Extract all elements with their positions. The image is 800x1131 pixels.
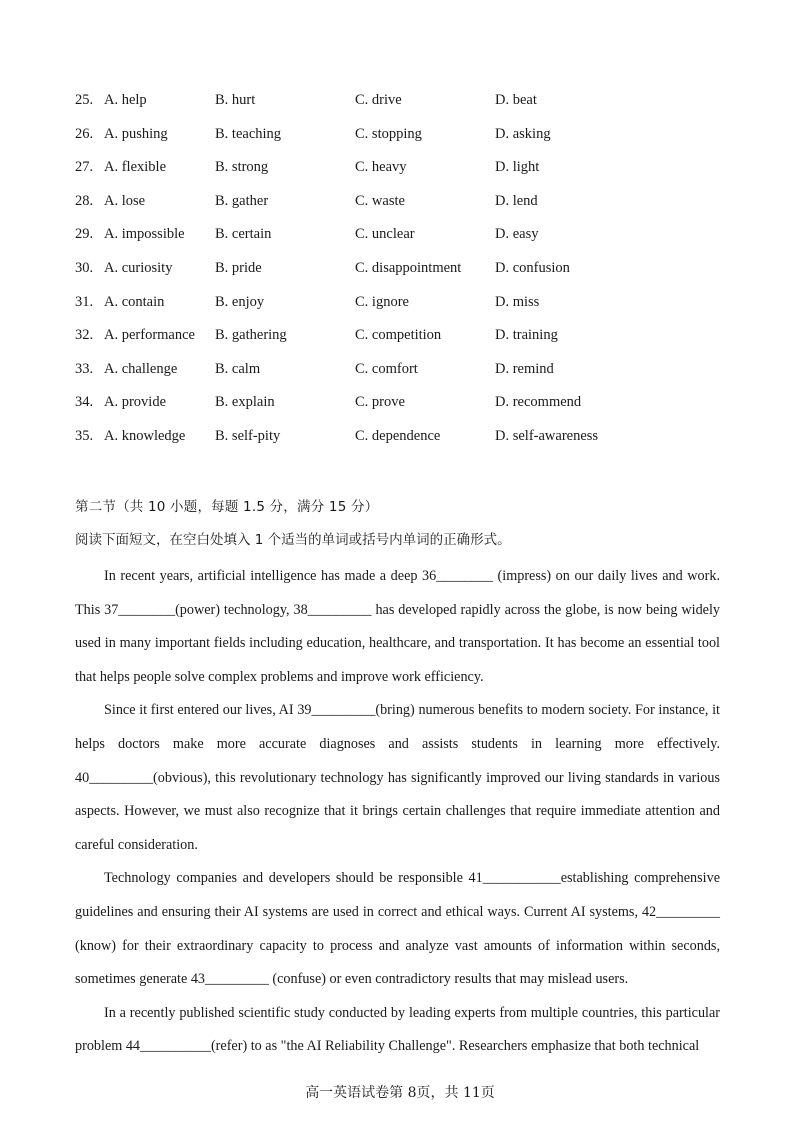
question-number: 31. [75,293,94,310]
option-b: B. gathering [215,327,287,344]
option-d: D. remind [495,360,554,377]
option-c: C. stopping [355,125,422,142]
option-d: D. recommend [495,394,582,411]
option-b: B. hurt [215,92,256,108]
option-d: D. confusion [495,259,570,276]
section-heading: 第二节（共 10 小题，每题 1.5 分，满分 15 分） [75,499,379,515]
option-a: A. impossible [104,226,185,243]
option-c: C. unclear [355,226,415,243]
question-number: 27. [75,159,94,176]
question-number: 35. [75,427,94,444]
option-b: B. certain [215,226,272,243]
option-a: A. lose [104,192,146,209]
option-c: C. comfort [355,360,418,377]
option-c: C. heavy [355,159,407,176]
option-a: A. knowledge [104,427,186,444]
option-c: C. drive [355,92,402,108]
passage-paragraph-1: In recent years, artificial intelligence has made a deep 36________ (impress) on our daily lives and work. This 37________(power) technology, 38_________ has developed rapidly across the globe, is now being widely used in many important fields including education, healthcare, and transportation. It has become an essential tool that helps people solve complex problems and improve work efficiency. [75,568,720,685]
option-d: D. self-awareness [495,427,599,444]
option-b: B. gather [215,192,269,209]
option-c: C. ignore [355,293,409,310]
option-a: A. pushing [104,125,168,142]
passage-paragraph-2: Since it first entered our lives, AI 39_________(bring) numerous benefits to modern society. For instance, it helps doctors make more accurate diagnoses and assists students in learning more effectively. 40_________(obvious), this revolutionary technology has significantly improved our living standards in various aspects. However, we must also recognize that it brings certain challenges that require immediate attention and careful consideration. [75,702,720,853]
option-b: B. calm [215,360,261,377]
option-c: C. competition [355,327,442,344]
question-number: 30. [75,259,94,276]
question-number: 26. [75,125,94,142]
option-a: A. performance [104,327,195,344]
option-a: A. contain [104,293,165,310]
option-b: B. pride [215,259,262,276]
passage-paragraph-4: In a recently published scientific study conducted by leading experts from multiple countries, this particular problem 44__________(refer) to as "the AI Reliability Challenge". Researchers emphasize that both technical [75,1004,720,1055]
option-b: B. self-pity [215,427,281,444]
option-a: A. challenge [104,360,178,377]
option-a: A. help [104,92,147,108]
reading-passage [75,560,720,1064]
question-number: 28. [75,192,94,209]
question-number: 25. [75,92,94,108]
option-c: C. disappointment [355,259,462,276]
question-number: 34. [75,394,94,411]
option-d: D. light [495,159,540,176]
question-number: 29. [75,226,94,243]
option-d: D. beat [495,92,537,108]
option-d: D. lend [495,192,538,209]
option-d: D. miss [495,293,540,310]
passage-paragraph-3: Technology companies and developers should be responsible 41___________establishing comprehensive guidelines and ensuring their AI systems are used in correct and ethical ways. Current AI systems, 42_________ (know) for their extraordinary capacity to process and analyze vast amounts of information within seconds, sometimes generate 43_________ (confuse) or even contradictory results that may mislead users. [75,870,720,988]
option-b: B. strong [215,159,269,176]
question-number: 33. [75,360,94,377]
option-a: A. flexible [104,159,167,176]
option-c: C. prove [355,394,405,411]
option-a: A. provide [104,394,167,411]
option-d: D. easy [495,226,539,243]
option-c: C. dependence [355,427,441,444]
option-d: D. training [495,327,558,344]
option-d: D. asking [495,125,551,142]
instruction-text: 阅读下面短文，在空白处填入 1 个适当的单词或括号内单词的正确形式。 [75,532,511,548]
option-b: B. teaching [215,125,282,142]
page-footer: 高一英语试卷第 8页，共 11页 [305,1085,495,1101]
option-b: B. explain [215,394,275,411]
option-a: A. curiosity [104,259,173,276]
option-b: B. enjoy [215,293,265,310]
question-number: 32. [75,327,94,344]
option-c: C. waste [355,192,405,209]
